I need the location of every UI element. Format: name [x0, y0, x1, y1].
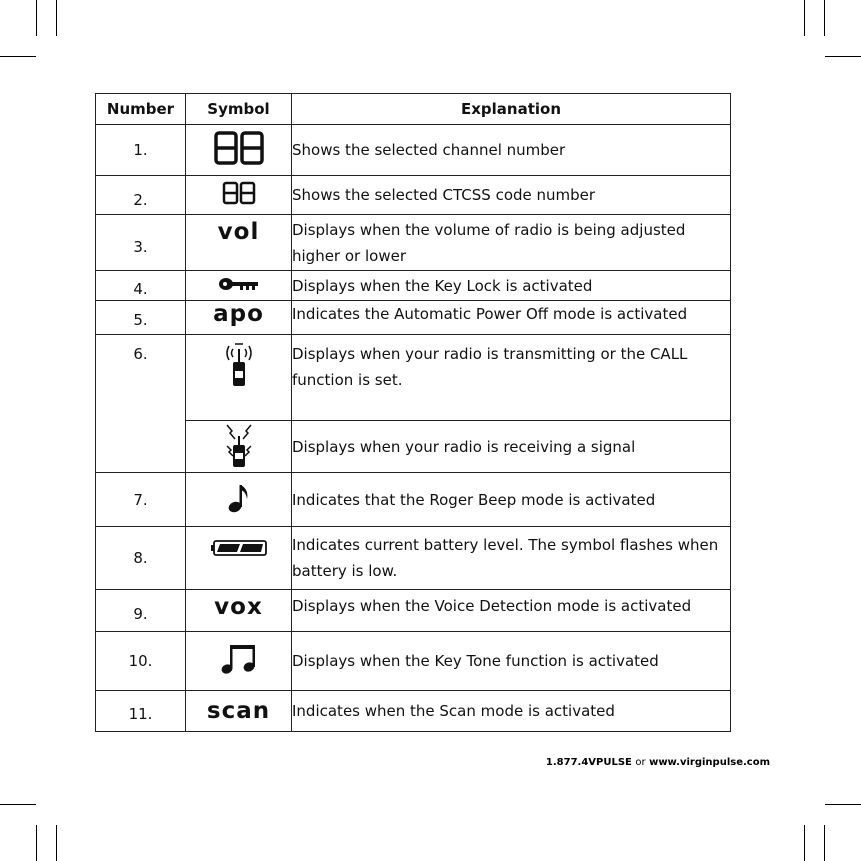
crop-mark — [36, 825, 37, 861]
small-88-digits-icon — [222, 181, 256, 205]
row-explanation: Indicates the Automatic Power Off mode is activated — [292, 301, 731, 335]
row-number: 4. — [96, 271, 186, 301]
scan-symbol: scan — [206, 698, 271, 724]
header-number: Number — [96, 94, 186, 125]
footer-contact — [520, 757, 770, 768]
row-explanation: Displays when the Key Tone function is activated — [292, 632, 731, 691]
header-explanation: Explanation — [292, 94, 731, 125]
table-row — [96, 176, 731, 215]
symbol-cell — [186, 527, 292, 590]
symbol-cell — [186, 473, 292, 527]
row-number: 5. — [96, 301, 186, 335]
symbol-cell — [186, 301, 292, 335]
table-header-row — [96, 94, 731, 125]
row-explanation: Shows the selected CTCSS code number — [292, 176, 731, 215]
symbol-cell — [186, 335, 292, 421]
row-explanation: Indicates current battery level. The symbol flashes when battery is low. — [292, 527, 731, 590]
footer-website[interactable]: www.virginpulse.com — [649, 757, 770, 768]
vox-symbol: vox — [214, 594, 263, 620]
table-row — [96, 590, 731, 632]
radio-receive-icon — [224, 422, 254, 468]
apo-symbol: apo — [213, 301, 264, 327]
header-symbol: Symbol — [186, 94, 292, 125]
symbol-cell — [186, 271, 292, 301]
symbol-cell — [186, 125, 292, 176]
table-row — [96, 632, 731, 691]
row-number: 7. — [96, 473, 186, 527]
crop-mark — [56, 825, 57, 861]
symbol-cell — [186, 176, 292, 215]
table-row — [96, 421, 731, 473]
row-number: 6. — [96, 335, 186, 473]
row-explanation: Displays when the Voice Detection mode is activated — [292, 590, 731, 632]
footer-phone: 1.877.4VPULSE — [545, 757, 632, 768]
table-row — [96, 335, 731, 421]
row-number: 3. — [96, 215, 186, 271]
crop-mark — [56, 0, 57, 36]
table-row — [96, 215, 731, 271]
crop-mark — [825, 56, 861, 57]
crop-mark — [36, 0, 37, 36]
row-number: 8. — [96, 527, 186, 590]
table-row — [96, 473, 731, 527]
table-row — [96, 301, 731, 335]
row-explanation: Displays when the Key Lock is activated — [292, 271, 731, 301]
row-explanation: Displays when your radio is transmitting or the CALL function is set. — [292, 335, 731, 421]
radio-transmit-icon — [224, 341, 254, 387]
row-explanation: Indicates that the Roger Beep mode is activated — [292, 473, 731, 527]
symbol-cell — [186, 632, 292, 691]
table-row — [96, 271, 731, 301]
table-row — [96, 527, 731, 590]
row-number: 11. — [96, 691, 186, 732]
row-number: 2. — [96, 176, 186, 215]
symbol-cell — [186, 691, 292, 732]
row-explanation: Displays when the volume of radio is being adjusted higher or lower — [292, 215, 731, 271]
music-note-icon — [227, 482, 251, 514]
large-88-digits-icon — [213, 130, 265, 166]
crop-mark — [804, 825, 805, 861]
crop-mark — [824, 0, 825, 36]
battery-icon — [210, 539, 268, 557]
crop-mark — [824, 825, 825, 861]
crop-mark — [825, 804, 861, 805]
footer-or: or — [635, 757, 646, 768]
key-icon — [218, 276, 260, 292]
row-number: 1. — [96, 125, 186, 176]
row-number: 10. — [96, 632, 186, 691]
row-explanation: Shows the selected channel number — [292, 125, 731, 176]
row-explanation: Indicates when the Scan mode is activated — [292, 691, 731, 732]
crop-mark — [0, 804, 36, 805]
symbol-cell — [186, 421, 292, 473]
table-row — [96, 691, 731, 732]
vol-symbol: vol — [217, 219, 260, 245]
row-explanation: Displays when your radio is receiving a signal — [292, 421, 731, 473]
crop-mark — [0, 56, 36, 57]
row-number: 9. — [96, 590, 186, 632]
crop-mark — [804, 0, 805, 36]
double-music-note-icon — [221, 642, 257, 676]
lcd-symbols-table — [95, 93, 731, 732]
symbol-cell — [186, 590, 292, 632]
table-row — [96, 125, 731, 176]
symbol-cell — [186, 215, 292, 271]
